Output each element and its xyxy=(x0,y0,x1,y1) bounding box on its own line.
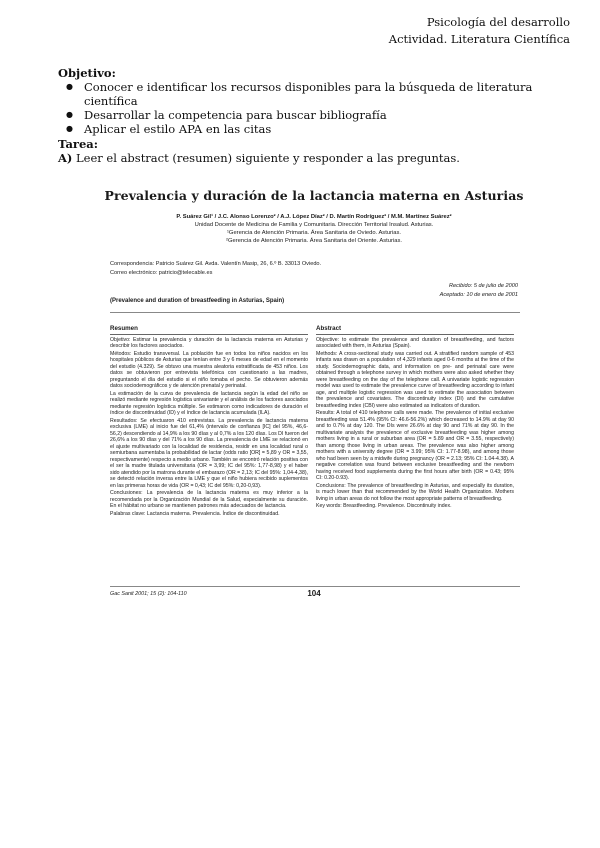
task-heading: Tarea: xyxy=(58,137,98,151)
objective-list xyxy=(58,80,578,136)
resumen-paragraph: Objetivo: Estimar la prevalencia y duración de la lactancia materna en Asturias y describir los factores asociados. xyxy=(110,336,308,349)
paper-affiliation: Unidad Docente de Medicina de Familia y Comunitaria. Dirección Territorial Insalud. Asturias. xyxy=(194,222,434,228)
objective-item: ● Aplicar el estilo APA en las citas xyxy=(84,122,578,136)
objective-section xyxy=(58,66,578,136)
paper-title: Prevalencia y duración de la lactancia materna en Asturias xyxy=(104,188,524,203)
abstract-paragraph: Objective: to estimate the prevalence and duration of breastfeeding, and factors associated with them, in Asturias (Spain). xyxy=(316,336,514,349)
abstract-keywords: Key words: Breastfeeding. Prevalence. Discontinuity index. xyxy=(316,503,452,509)
paper-email: Correo electrónico: patricio@telecable.es xyxy=(110,269,213,276)
course-name: Psicología del desarrollo xyxy=(426,15,570,29)
resumen-paragraph: Conclusiones: La prevalencia de la lactancia materna es muy inferior a la recomendada por la Organización Mundial de la Salud, especialmente su duración. En el hábitat no urbano se mantienen patrones más adecuados de lactancia. xyxy=(110,490,308,509)
abstract-heading: Abstract xyxy=(316,326,514,335)
paper-abstract-image xyxy=(96,178,532,610)
objective-heading: Objetivo: xyxy=(58,66,116,80)
resumen-paragraph: La estimación de la curva de prevalencia de lactancia según la edad del niño se realizó mediante regresión logística univariante y el análisis de los factores asociados mediante regresión logística múltiple. Se estimaron como indicadores de duración el índice de discontinuidad (ID) y el índice de lactancia acumulada (ILA). xyxy=(110,390,308,416)
activity-name: Actividad. Literatura Científica xyxy=(388,32,570,46)
abstract-column xyxy=(316,326,514,511)
abstract-paragraph: Methods: A cross-sectional study was carried out. A stratified random sample of 453 infants was drawn on a population of 4,329 infants aged 0-6 months at the time of the study. Sociodemographic data, and information on pre- and perinatal care were obtained through a telephone survey in which mothers were also asked whether they were breastfeeding on the day of the telephone call. A univariate logistic regression model was used to estimate the prevalence curve of breastfeeding according to infant age, and multiple logistic regression was used to estimate the association between the prevalence and covariates. The discontinuity index (DI) and the cumulative breastfeeding index (CBI) were also estimated as indicators of duration. xyxy=(316,350,514,409)
resumen-column xyxy=(110,326,308,518)
task-section xyxy=(58,137,460,165)
paper-citation: Gac Sanit 2001; 15 (2): 104-110 xyxy=(110,591,187,597)
document-header xyxy=(389,14,570,48)
objective-item: ● Conocer e identificar los recursos disponibles para la búsqueda de literatura científica xyxy=(84,80,578,108)
paper-correspondence-block xyxy=(110,260,321,277)
abstract-paragraph: Conclusions: The prevalence of breastfeeding in Asturias, and especially its duration, is much lower than that recommended by the World Health Organization. Mothers living in urban areas do not follow the most appropriate patterns of breastfeeding. xyxy=(316,482,514,502)
paper-received: Recibido: 5 de julio de 2000 xyxy=(448,283,518,289)
resumen-heading: Resumen xyxy=(110,326,308,335)
abstract-paragraph: Results: A total of 410 telephone calls were made. The prevalence of initial exclusive breastfeeding was 51.4% (95% CI: 46.6-56.2%) which decreased to 14.9% at day 90 and to 0.7% at day 120. The DIs were 26.6% at day 90 and 71% at day 90. In the multivariate analysis the prevalence of exclusive breastfeeding was higher among mothers living in a rural or suburban area (OR = 5.89 and OR = 3.55, respectively) than among those living in urban areas. The prevalence was also higher among mothers with a university degree (OR = 3.99; 95% CI: 1.77-8.98), and among those who had been seen by a midwife during pregnancy (OR = 2.13; 95% CI: 1.04-4.38). A negative correlation was found between exclusive breastfeeding and the newborn having received food supplements during the first hours after birth (OR = 0.43; 95% CI: 0.20-0.93). xyxy=(316,410,514,481)
resumen-paragraph: Métodos: Estudio transversal. La población fue en todos los niños nacidos en los hospitales públicos de Asturias que tenían entre 3 y 6 meses de edad en el momento del estudio (4.329). Se obtuvo una muestra aleatoria estratificada de 453 niños. Los datos se obtuvieron por entrevista telefónica con cuestionario a las madres, preguntando el día del estudio si el niño tomaba el pecho. Se obtuvieron además datos sociodemográficos y de atención prenatal y perinatal. xyxy=(110,350,308,389)
paper-affiliation: ²Gerencia de Atención Primaria. Área Sanitaria del Oriente. Asturias. xyxy=(226,238,402,244)
resumen-paragraph: Resultados: Se efectuaron 410 entrevistas. La prevalencia de lactancia materna exclusiva (LME) al inicio fue del 61,4% (intervalo de confianza [IC] del 95%, 46,6-56,2) descendiendo al 14,9% a los 90 días y al 0,7% a los 120 días. Los DI fueron del 26,6% a los 90 días y del 71% a los 90 días. La prevalencia de LME se relacionó en el ajuste multivariado con la localidad de residencia, residir en una localidad rural o semiurbana aumentaba la probabilidad de lactar (odds ratio [OR] = 5,89 y OR = 3,55, respectivamente) respecto a medio urbano. También se encontró relación positiva con el ser la madre titulada universitaria (OR = 3,99; IC del 95%: 1,77-8,98) y el haber sido atendido por la matrona durante el embarazo (OR = 2,13; IC del 95%: 1,04-4,38), se detectó relación inversa entre la LME y que el niño hubiera recibido suplementos en las primeras horas de vida (OR = 0,43; IC del 95%: 0,20-0,93). xyxy=(110,417,309,489)
paper-dates xyxy=(440,282,518,299)
task-marker: A) xyxy=(58,151,73,165)
paper-accepted: Aceptado: 10 de enero de 2001 xyxy=(439,291,518,298)
objective-item: ● Desarrollar la competencia para buscar bibliografía xyxy=(84,108,578,122)
resumen-keywords: Palabras clave: Lactancia materna. Prevalencia. Índice de discontinuidad. xyxy=(110,510,280,517)
paper-footer-divider xyxy=(110,586,520,587)
paper-english-title: (Prevalence and duration of breastfeeding in Asturias, Spain) xyxy=(110,298,285,304)
paper-authors: P. Suárez Gil¹ / J.C. Alonso Lorenzo² / A.J. López Díaz² / D. Martín Rodríguez² / M.M. Martínez Suárez² xyxy=(176,214,452,220)
paper-divider xyxy=(110,312,520,313)
task-text: Leer el abstract (resumen) siguiente y responder a las preguntas. xyxy=(76,151,460,165)
task-instruction xyxy=(58,151,460,165)
paper-authors-block xyxy=(96,213,532,245)
paper-affiliation: ¹Gerencia de Atención Primaria. Área Sanitaria de Oviedo. Asturias. xyxy=(227,230,401,236)
paper-correspondence: Correspondencia: Patricio Suárez Gil. Avda. Valentín Masip, 26, 6.º B. 33013 Oviedo. xyxy=(110,261,322,267)
paper-page-number: 104 xyxy=(307,589,321,598)
